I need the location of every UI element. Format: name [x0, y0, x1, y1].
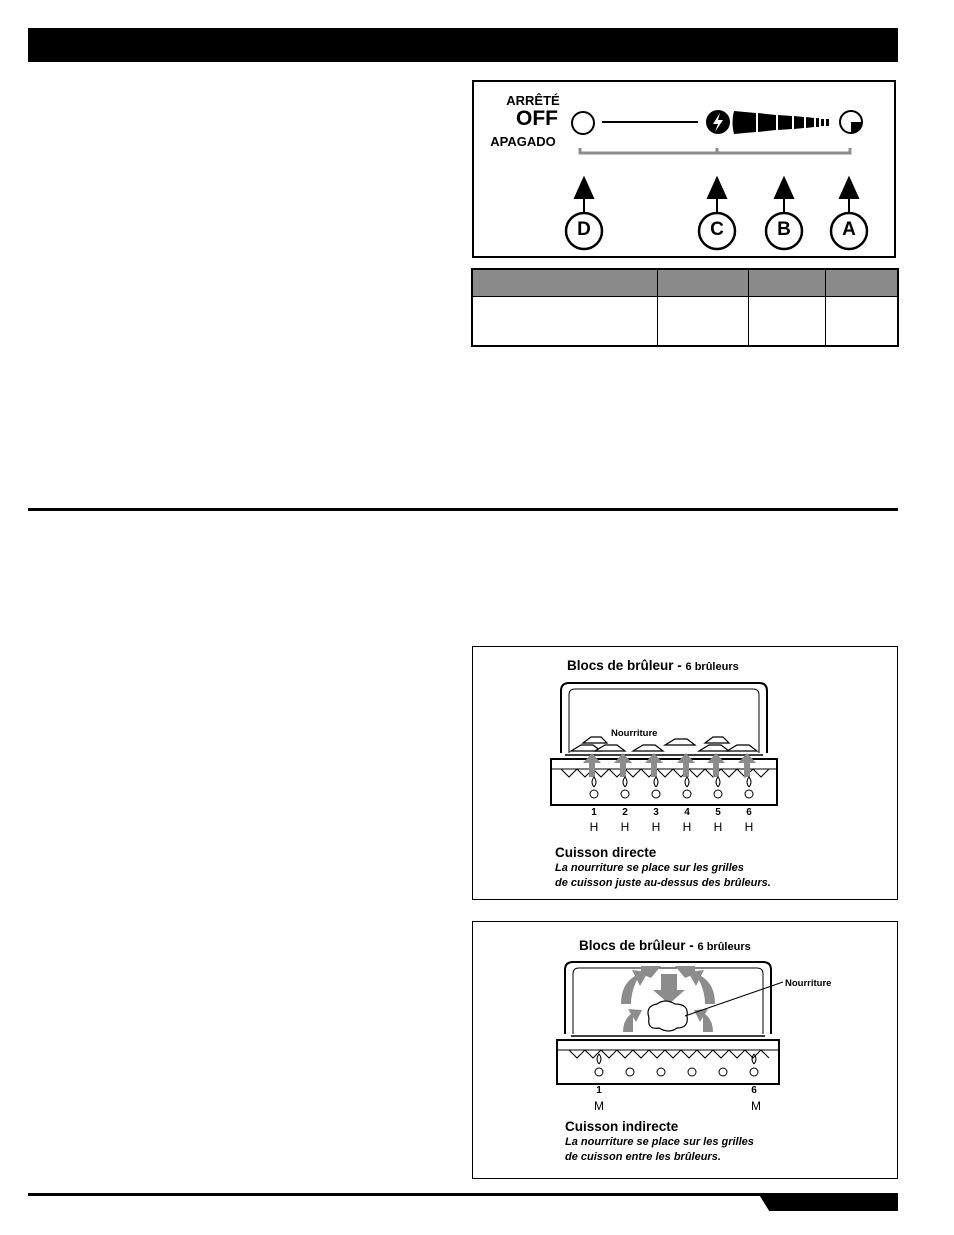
flame-intensity-wedge	[733, 111, 830, 134]
table-row	[472, 297, 898, 347]
control-knob-diagram	[472, 80, 896, 258]
header-bar	[28, 28, 898, 62]
table-header-cell	[658, 269, 749, 297]
burner-number: 2	[622, 807, 628, 818]
callout-a-label: A	[842, 219, 856, 240]
off-label-fr: ARRÊTÉ	[506, 93, 560, 108]
burner-setting: H	[682, 820, 692, 834]
burner-number: 6	[746, 807, 752, 818]
burner-settings-table	[471, 268, 899, 347]
figure-title: Blocs de brûleur - 6 brûleurs	[567, 658, 739, 673]
food-roast	[648, 1001, 687, 1031]
caption-heading: Cuisson directe	[555, 845, 657, 860]
section-divider	[28, 508, 898, 511]
burner-number: 6	[751, 1085, 757, 1096]
burner-number: 1	[591, 807, 597, 818]
burner-knobs	[590, 777, 753, 798]
heat-arrows	[583, 753, 756, 777]
burner-setting: M	[594, 1099, 604, 1113]
indirect-cooking-figure	[472, 921, 898, 1179]
table-header-row	[472, 269, 898, 297]
burner-knobs	[595, 1054, 758, 1076]
burner-setting: H	[589, 820, 599, 834]
burner-number: 3	[653, 807, 659, 818]
table-header-cell	[749, 269, 826, 297]
callout-b-label: B	[777, 219, 791, 240]
burner-number: 1	[596, 1085, 602, 1096]
food-label: Nourriture	[611, 728, 658, 739]
caption-line: de cuisson entre les brûleurs.	[565, 1151, 721, 1163]
table-cell	[749, 297, 826, 347]
caption-line: La nourriture se place sur les grilles	[565, 1136, 754, 1148]
burner-setting: H	[713, 820, 723, 834]
burner-setting: H	[744, 820, 754, 834]
burner-setting: H	[651, 820, 661, 834]
burner-setting: M	[751, 1099, 761, 1113]
figure-title: Blocs de brûleur - 6 brûleurs	[579, 938, 751, 953]
callout-c-label: C	[710, 219, 724, 240]
footer-page-tab	[758, 1193, 898, 1211]
direct-cooking-figure	[472, 646, 898, 900]
burner-number: 4	[684, 807, 690, 818]
table-header-cell	[826, 269, 899, 297]
range-bracket	[580, 148, 850, 153]
off-label-en: OFF	[516, 107, 558, 130]
table-cell	[658, 297, 749, 347]
burner-setting: H	[620, 820, 630, 834]
caption-heading: Cuisson indirecte	[565, 1119, 679, 1134]
caption-line: La nourriture se place sur les grilles	[555, 862, 744, 874]
off-label-es: APAGADO	[490, 134, 556, 149]
callout-d-label: D	[577, 219, 591, 240]
caption-line: de cuisson juste au-dessus des brûleurs.	[555, 877, 771, 889]
food-pieces	[571, 737, 757, 751]
table-header-cell	[472, 269, 658, 297]
table-cell	[472, 297, 658, 347]
food-label: Nourriture	[785, 978, 832, 989]
burner-number: 5	[715, 807, 721, 818]
table-cell	[826, 297, 899, 347]
